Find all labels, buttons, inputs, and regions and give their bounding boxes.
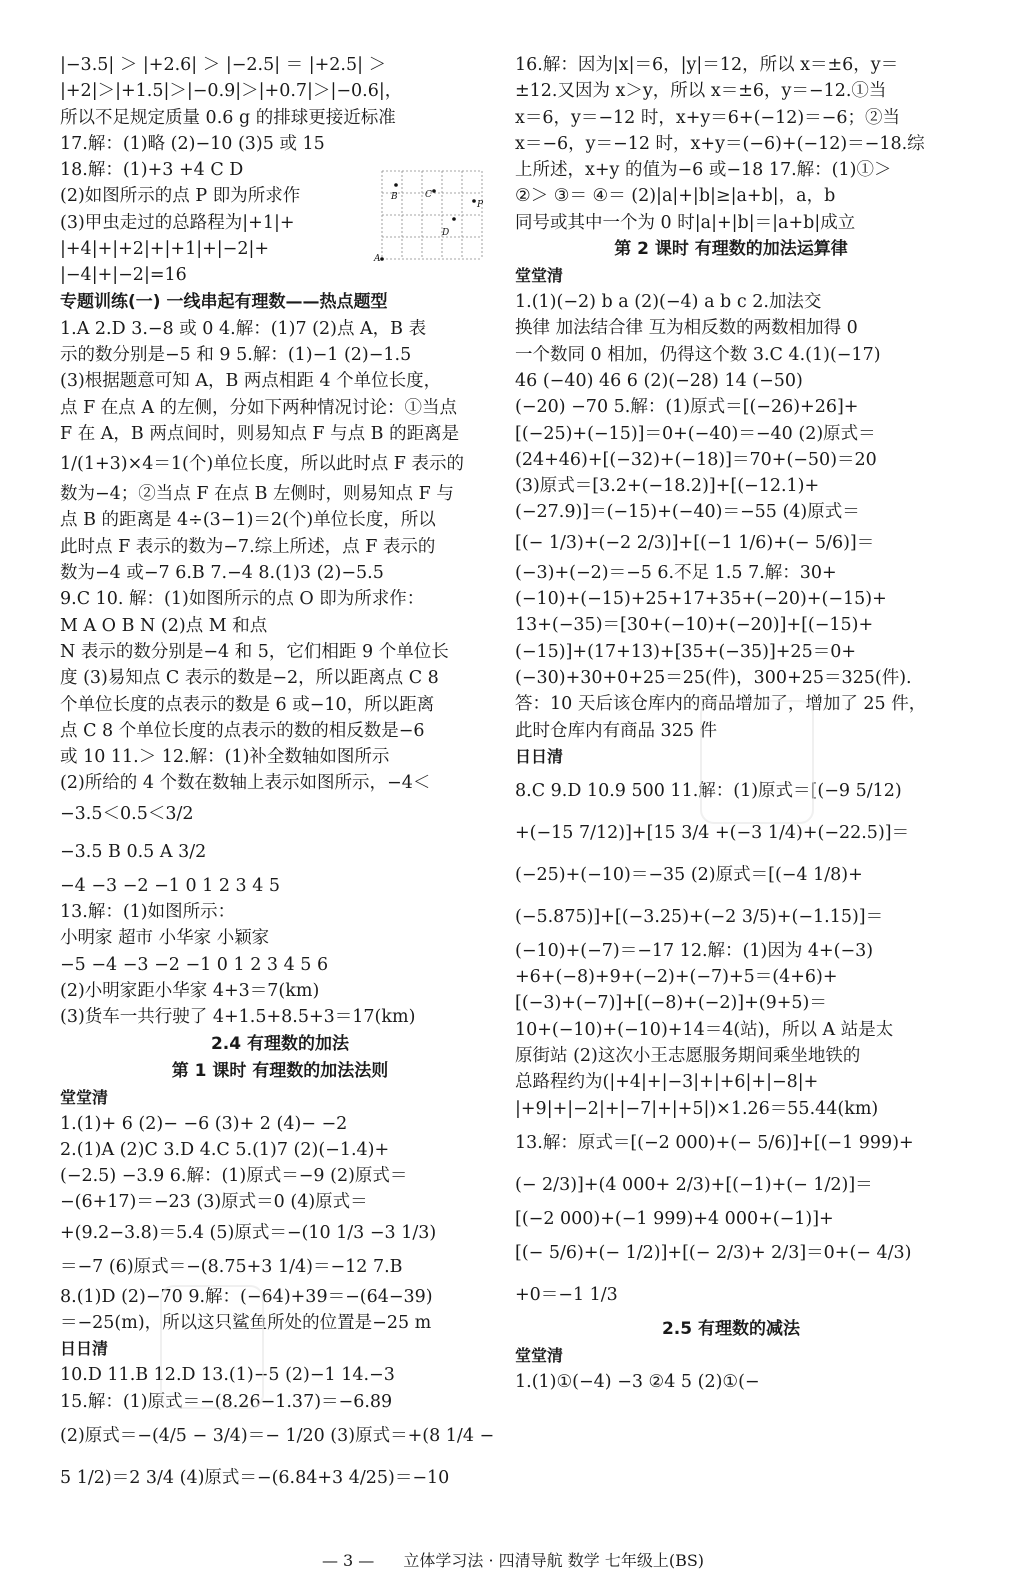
subsection-label: 堂堂清 (60, 1087, 109, 1107)
grid-figure (374, 171, 484, 264)
answer-line: 同号或其中一个为 0 时|a|+|b|＝|a+b|成立 (515, 212, 856, 233)
answer-line: 示的数分别是−5 和 9 5.解：(1)−1 (2)−1.5 (60, 344, 412, 365)
subsection-label: 堂堂清 (515, 266, 564, 286)
answer-line: +(9.2−3.8)＝5.4 (5)原式＝−(10 1/3 −3 1/3) (60, 1222, 437, 1243)
answer-line: (−20) −70 5.解：(1)原式＝[(−26)+26]+ (515, 397, 859, 418)
answer-line: 上所述，x+y 的值为−6 或−18 17.解：(1)①＞ (515, 160, 892, 181)
svg-text:C: C (425, 190, 432, 200)
answer-line: +6+(−8)+9+(−2)+(−7)+5＝(4+6)+ (515, 967, 838, 988)
answer-line: 数为−4 或−7 6.B 7.−4 8.(1)3 (2)−5.5 (60, 563, 384, 584)
answer-line: (−15)]+(17+13)+[35+(−35)]+25＝0+ (515, 641, 856, 662)
answer-line: 2.(1)A (2)C 3.D 4.C 5.(1)7 (2)(−1.4)+ (60, 1139, 390, 1160)
answer-line: 15.解：(1)原式＝−(8.26−1.37)＝−6.89 (60, 1391, 393, 1412)
answer-line: (−5.875)]+[(−3.25)+(−2 3/5)+(−1.15)]＝ (515, 906, 884, 927)
answer-line: [(− 1/3)+(−2 2/3)]+[(−1 1/6)+(− 5/6)]＝ (515, 532, 875, 553)
answer-line: −5 −4 −3 −2 −1 0 1 2 3 4 5 6 (60, 954, 329, 975)
answer-line: |−4|+|−2|=16 (60, 265, 187, 286)
answer-line: 10+(−10)+(−10)+14＝4(站)，所以 A 站是太 (515, 1019, 894, 1040)
answer-line: 点 C 8 个单位长度的点表示的数的相反数是−6 (60, 720, 425, 741)
answer-line: [(−25)+(−15)]＝0+(−40)＝−40 (2)原式＝ (515, 423, 876, 444)
answer-line: ±12.又因为 x＞y，所以 x＝±6，y＝−12.①当 (515, 81, 887, 102)
answer-line: 1/(1+3)×4＝1(个)单位长度，所以此时点 F 表示的 (60, 454, 464, 475)
answer-line: N 表示的数分别是−4 和 5，它们相距 9 个单位长 (60, 641, 449, 662)
answer-line: −(6+17)＝−23 (3)原式＝0 (4)原式＝ (60, 1192, 368, 1213)
answer-line: (−10)+(−15)+25+17+35+(−20)+(−15)+ (515, 589, 887, 610)
answer-line: 5 1/2)＝2 3/4 (4)原式＝−(6.84+3 4/25)＝−10 (60, 1467, 450, 1488)
answer-line: ＝−7 (6)原式＝−(8.75+3 1/4)＝−12 7.B (60, 1256, 403, 1277)
answer-line: ②＞ ③＝ ④＝ (2)|a|+|b|≥|a+b|，a，b (515, 186, 836, 207)
svg-text:B: B (391, 192, 398, 202)
subsection-label: 日日清 (60, 1339, 109, 1359)
answer-line: 13.解：(1)如图所示： (60, 902, 236, 923)
watermark-stamp (160, 1285, 264, 1409)
answer-line: 1.(1)①(−4) −3 ②4 5 (2)①(− (515, 1372, 760, 1393)
answer-line: 10.D 11.B 12.D 13.(1)−5 (2)−1 14.−3 (60, 1365, 395, 1386)
answer-line: |+4|+|+2|+|+1|+|−2|+ (60, 239, 270, 260)
answer-line: M A O B N (2)点 M 和点 (60, 615, 268, 636)
answer-line: (−25)+(−10)＝−35 (2)原式＝[(−4 1/8)+ (515, 864, 863, 885)
answer-line: 8.(1)D (2)−70 9.解：(−64)+39＝−(64−39) (60, 1286, 433, 1307)
answer-line: 此时点 F 表示的数为−7.综上所述，点 F 表示的 (60, 536, 436, 557)
answer-line: |−3.5| ＞ |+2.6| ＞ |−2.5| ＝ |+2.5| ＞ (60, 55, 387, 75)
answer-line: 1.(1)+ 6 (2)− −6 (3)+ 2 (4)− −2 (60, 1113, 348, 1134)
answer-line: 46 (−40) 46 6 (2)(−28) 14 (−50) (515, 370, 803, 391)
answer-line: −3.5＜0.5＜3/2 (60, 803, 194, 824)
svg-text:P: P (477, 200, 484, 210)
answer-line: (−10)+(−7)＝−17 12.解：(1)因为 4+(−3) (515, 940, 874, 961)
answer-line: (−3)+(−2)＝−5 6.不足 1.5 7.解：30+ (515, 562, 837, 583)
answer-line: −3.5 B 0.5 A 3/2 (60, 841, 207, 862)
subsection-label: 日日清 (515, 746, 564, 766)
answer-line: x＝6，y＝−12 时，x+y＝6+(−12)＝−6；②当 (515, 107, 900, 128)
answer-line: (2)所给的 4 个数在数轴上表示如图所示，−4＜ (60, 773, 431, 794)
answer-line: |+9|+|−2|+|−7|+|+5|)×1.26＝55.44(km) (515, 1098, 879, 1119)
answer-line: 度 (3)易知点 C 表示的数是−2，所以距离点 C 8 (60, 668, 439, 689)
answer-line: 或 10 11.＞ 12.解：(1)补全数轴如图所示 (60, 747, 390, 768)
answer-line: (24+46)+[(−32)+(−18)]＝70+(−50)＝20 (515, 449, 877, 470)
watermark-stamp (700, 700, 814, 824)
answer-line: (3)货车一共行驶了 4+1.5+8.5+3＝17(km) (60, 1007, 416, 1028)
answer-line: 换律 加法结合律 互为相反数的两数相加得 0 (515, 318, 858, 339)
answer-line: (− 2/3)]+(4 000+ 2/3)+[(−1)+(− 1/2)]＝ (515, 1174, 873, 1195)
answer-line: (2)小明家距小华家 4+3＝7(km) (60, 980, 320, 1001)
answer-line: +(−15 7/12)]+[15 3/4 +(−3 1/4)+(−22.5)]＝ (515, 822, 910, 843)
answer-line: −4 −3 −2 −1 0 1 2 3 4 5 (60, 875, 281, 896)
book-title: 立体学习法 · 四清导航 数学 七年级上(BS) (403, 1551, 705, 1570)
answer-line: ＝−25(m)，所以这只鲨鱼所处的位置是−25 m (60, 1312, 432, 1333)
answer-line: 总路程约为(|+4|+|−3|+|+6|+|−8|+ (515, 1072, 819, 1093)
answer-line: 点 B 的距离是 4÷(3−1)＝2(个)单位长度，所以 (60, 510, 436, 531)
answer-line: 1.(1)(−2) b a (2)(−4) a b c 2.加法交 (515, 292, 822, 313)
answer-line: 1.A 2.D 3.−8 或 0 4.解：(1)7 (2)点 A，B 表 (60, 318, 427, 339)
answer-line: +0＝−1 1/3 (515, 1285, 618, 1306)
answer-line: F 在 A，B 两点间时，则易知点 F 与点 B 的距离是 (60, 423, 460, 444)
svg-text:A: A (374, 254, 381, 264)
answer-line: (−30)+30+0+25＝25(件)，300+25＝325(件). (515, 667, 912, 688)
answer-line: 8.C 9.D 10.9 500 11.解：(1)原式＝[(−9 5/12) (515, 780, 902, 801)
section-heading: 专题训练(一) 一线串起有理数——热点题型 (60, 291, 388, 312)
section-heading: 2.4 有理数的加法 (210, 1033, 350, 1054)
page-footer (0, 1548, 1026, 1571)
answer-line: [(−3)+(−7)]+[(−8)+(−2)]+(9+5)＝ (515, 993, 827, 1014)
answer-line: 所以不足规定质量 0.6 g 的排球更接近标准 (60, 107, 396, 128)
answer-line: 9.C 10. 解：(1)如图所示的点 O 即为所求作： (60, 589, 425, 610)
answer-line: (−27.9)]＝(−15)+(−40)＝−55 (4)原式＝ (515, 502, 860, 523)
answer-line: x＝−6，y＝−12 时，x+y＝(−6)+(−12)＝−18.综 (515, 133, 925, 154)
subsection-label: 堂堂清 (515, 1346, 564, 1366)
answer-line: 13.解：原式＝[(−2 000)+(− 5/6)]+[(−1 999)+ (515, 1132, 914, 1153)
answer-line: 小明家 超市 小华家 小颖家 (60, 928, 270, 949)
answer-line: (3)根据题意可知 A，B 两点相距 4 个单位长度， (60, 371, 442, 392)
answer-line: (2)原式＝−(4/5 − 3/4)＝− 1/20 (3)原式＝+(8 1/4 − (60, 1425, 495, 1446)
svg-text:D: D (442, 228, 450, 238)
answer-line: 答：10 天后该仓库内的商品增加了，增加了 25 件， (515, 694, 927, 715)
section-heading: 第 2 课时 有理数的加法运算律 (614, 239, 848, 260)
answer-line: 16.解：因为|x|＝6，|y|＝12，所以 x＝±6，y＝ (515, 55, 899, 75)
answer-line: (2)如图所示的点 P 即为所求作 (60, 186, 301, 207)
section-heading: 2.5 有理数的减法 (661, 1319, 801, 1340)
answer-line: 此时仓库内有商品 325 件 (515, 720, 718, 741)
answer-line: |+2|＞|+1.5|＞|−0.9|＞|+0.7|＞|−0.6|， (60, 81, 403, 102)
left-column (60, 52, 500, 1499)
section-heading: 第 1 课时 有理数的加法法则 (171, 1060, 389, 1081)
answer-line: (3)甲虫走过的总路程为|+1|+ (60, 212, 295, 233)
page-number: — 3 — (321, 1551, 375, 1570)
answer-line: 数为−4；②当点 F 在点 B 左侧时，则易知点 F 与 (60, 484, 454, 505)
answer-line: 点 F 在点 A 的左侧，分如下两种情况讨论：①当点 (60, 397, 458, 418)
answer-line: 13+(−35)＝[30+(−10)+(−20)]+[(−15)+ (515, 615, 874, 636)
answer-line: (3)原式＝[3.2+(−18.2)]+[(−12.1)+ (515, 476, 820, 497)
answer-line: [(−2 000)+(−1 999)+4 000+(−1)]+ (515, 1208, 834, 1229)
answer-line: (−2.5) −3.9 6.解：(1)原式＝−9 (2)原式＝ (60, 1166, 408, 1187)
answer-line: 个单位长度的点表示的数是 6 或−10，所以距离 (60, 694, 435, 715)
answer-line: 一个数同 0 相加，仍得这个数 3.C 4.(1)(−17) (515, 344, 881, 365)
answer-line: 原街站 (2)这次小王志愿服务期间乘坐地铁的 (515, 1046, 861, 1067)
answer-line: 18.解：(1)+3 +4 C D (60, 160, 244, 181)
answer-line: [(− 5/6)+(− 1/2)]+[(− 2/3)+ 2/3]＝0+(− 4/3) (515, 1243, 912, 1264)
answer-line: 17.解：(1)略 (2)−10 (3)5 或 15 (60, 133, 325, 154)
